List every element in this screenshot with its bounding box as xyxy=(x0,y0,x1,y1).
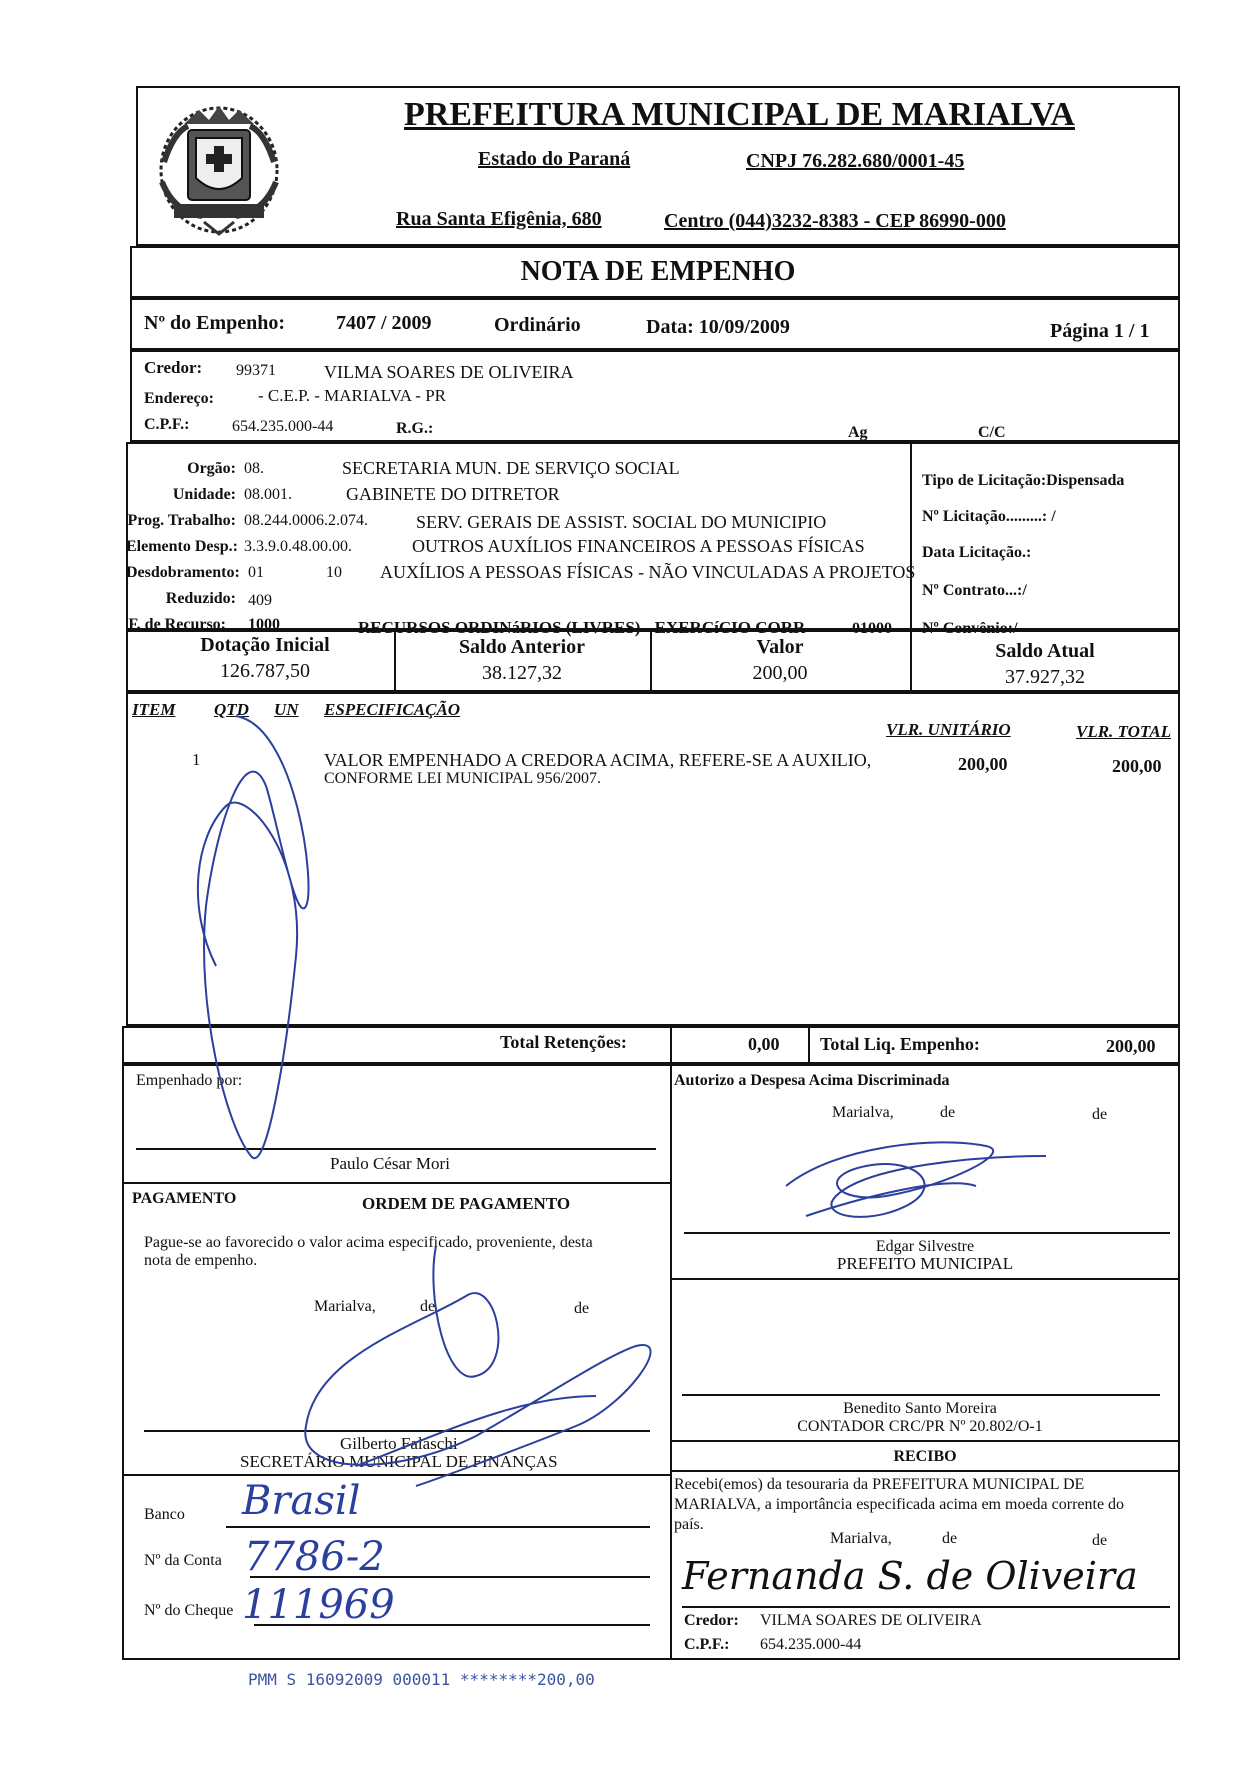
conta-handwritten: 7786-2 xyxy=(244,1534,385,1580)
autorizo-label: Autorizo a Despesa Acima Discriminada xyxy=(674,1072,950,1089)
cheque-handwritten: 111969 xyxy=(242,1582,395,1628)
empenho-type: Ordinário xyxy=(494,314,581,336)
recibo-text-3: país. xyxy=(674,1516,704,1533)
document-title: NOTA DE EMPENHO xyxy=(520,256,796,287)
elemento-name: OUTROS AUXÍLIOS FINANCEIROS A PESSOAS FÍSICAS xyxy=(412,536,865,556)
recibo-text-1: Recebi(emos) da tesouraria da PREFEITURA MUNICIPAL DE xyxy=(674,1476,1085,1493)
prog-name: SERV. GERAIS DE ASSIST. SOCIAL DO MUNICIPIO xyxy=(416,512,827,532)
saldo-anterior-value: 38.127,32 xyxy=(482,662,562,684)
desdobramento-label: Desdobramento: xyxy=(126,564,240,581)
prog-label: Prog. Trabalho: xyxy=(127,512,236,529)
retencoes-value: 0,00 xyxy=(748,1034,780,1054)
recibo-credor-name: VILMA SOARES DE OLIVEIRA xyxy=(760,1612,982,1629)
prefeito-name: Edgar Silvestre xyxy=(875,1238,975,1255)
address-label: Endereço: xyxy=(144,390,214,407)
valor-value: 200,00 xyxy=(752,662,808,684)
coat-of-arms-logo xyxy=(144,92,294,242)
item-number: 1 xyxy=(192,750,201,769)
pagamento-place: Marialva, xyxy=(314,1298,376,1315)
dotacao-inicial-value: 126.787,50 xyxy=(220,660,310,682)
unidade-name: GABINETE DO DITRETOR xyxy=(346,484,560,504)
recibo-text-2: MARIALVA, a importância especificada acima em moeda corrente do xyxy=(674,1496,1125,1513)
liquido-label: Total Liq. Empenho: xyxy=(820,1034,980,1054)
banco-handwritten: Brasil xyxy=(242,1478,361,1524)
credor-label: Credor: xyxy=(144,358,203,377)
empenho-date: Data: 10/09/2009 xyxy=(646,316,790,338)
unidade-code: 08.001. xyxy=(244,486,292,503)
orgao-code: 08. xyxy=(244,460,264,477)
ag-label: Ag xyxy=(848,424,868,441)
recibo-cpf-value: 654.235.000-44 xyxy=(760,1636,862,1653)
ordem-pagamento-label: ORDEM DE PAGAMENTO xyxy=(362,1194,571,1213)
desdobramento-name: AUXÍLIOS A PESSOAS FÍSICAS - NÃO VINCULADAS A PROJETOS xyxy=(380,562,916,582)
dotacao-inicial-label: Dotação Inicial xyxy=(200,634,330,656)
saldo-atual-label: Saldo Atual xyxy=(995,640,1095,662)
recurso-code: 1000 xyxy=(248,616,280,633)
autorizo-place: Marialva, xyxy=(832,1104,894,1121)
items-box xyxy=(126,692,1180,1026)
pagamento-de-2: de xyxy=(574,1300,590,1317)
credor-code: 99371 xyxy=(236,362,276,379)
rg-label: R.G.: xyxy=(396,420,434,437)
item-spec-line-1: VALOR EMPENHADO A CREDORA ACIMA, REFERE-SE A AUXILIO, xyxy=(324,750,872,770)
unidade-label: Unidade: xyxy=(172,486,236,503)
secretario-name: Gilberto Falaschi xyxy=(340,1434,458,1453)
col-vlr-total: VLR. TOTAL xyxy=(1076,722,1172,741)
saldo-anterior-label: Saldo Anterior xyxy=(458,636,586,658)
empenho-number-label: Nº do Empenho: xyxy=(144,312,286,334)
orgao-label: Orgão: xyxy=(187,460,236,477)
autorizo-de-2: de xyxy=(1092,1106,1108,1123)
item-spec-line-2: CONFORME LEI MUNICIPAL 956/2007. xyxy=(324,770,602,787)
totals-row xyxy=(122,1026,1180,1064)
orgao-name: SECRETARIA MUN. DE SERVIÇO SOCIAL xyxy=(342,458,680,478)
pagamento-de-1: de xyxy=(420,1298,436,1315)
state-name: Estado do Paraná xyxy=(478,148,631,170)
contact-info: Centro (044)3232-8383 - CEP 86990-000 xyxy=(664,210,1006,232)
banco-label: Banco xyxy=(144,1506,185,1523)
recurso-label: F. de Recurso: xyxy=(128,616,226,633)
conta-label: Nº da Conta xyxy=(144,1552,222,1569)
numero-contrato: Nº Contrato...:/ xyxy=(922,582,1027,599)
item-total-value: 200,00 xyxy=(1112,756,1162,776)
col-un: UN xyxy=(274,700,299,719)
elemento-code: 3.3.9.0.48.00.00. xyxy=(244,538,352,555)
data-licitacao: Data Licitação.: xyxy=(922,544,1032,561)
nota-de-empenho-document xyxy=(126,86,1180,1660)
cc-label: C/C xyxy=(978,424,1006,441)
prog-code: 08.244.0006.2.074. xyxy=(244,512,368,529)
empenhado-label: Empenhado por: xyxy=(136,1072,243,1089)
col-vlr-unitario: VLR. UNITÁRIO xyxy=(886,720,1011,739)
desdobramento-code-1: 01 xyxy=(248,564,264,581)
item-unit-value: 200,00 xyxy=(958,754,1008,774)
col-especificacao: ESPECIFICAÇÃO xyxy=(324,700,461,719)
secretario-role: SECRETÁRIO MUNICIPAL DE FINANÇAS xyxy=(240,1452,558,1471)
street-address: Rua Santa Efigênia, 680 xyxy=(396,208,602,230)
address-value: - C.E.P. - MARIALVA - PR xyxy=(258,386,446,405)
pagamento-label: PAGAMENTO xyxy=(132,1190,237,1207)
cnpj: CNPJ 76.282.680/0001-45 xyxy=(746,150,965,172)
recibo-cpf-label: C.P.F.: xyxy=(684,1636,730,1653)
col-qtd: QTD xyxy=(214,700,249,719)
footer-stamp: PMM S 16092009 000011 ********200,00 xyxy=(248,1670,595,1689)
municipality-title: PREFEITURA MUNICIPAL DE MARIALVA xyxy=(404,96,1075,133)
autorizo-de-1: de xyxy=(940,1104,956,1121)
tipo-licitacao: Tipo de Licitação:Dispensada xyxy=(922,472,1125,489)
saldo-atual-value: 37.927,32 xyxy=(1005,666,1085,688)
empenhado-signer: Paulo César Mori xyxy=(330,1154,450,1173)
cpf-value: 654.235.000-44 xyxy=(232,418,334,435)
reduzido-label: Reduzido: xyxy=(165,590,236,607)
desdobramento-code-2: 10 xyxy=(326,564,342,581)
contador-name: Benedito Santo Moreira xyxy=(843,1400,997,1417)
recibo-signature: Fernanda S. de Oliveira xyxy=(682,1554,1138,1598)
pagamento-text-2: nota de empenho. xyxy=(144,1252,258,1269)
col-item: ITEM xyxy=(132,700,176,719)
page-number: Página 1 / 1 xyxy=(1050,320,1150,342)
cheque-label: Nº do Cheque xyxy=(144,1602,234,1619)
valor-label: Valor xyxy=(756,636,804,658)
cpf-label: C.P.F.: xyxy=(144,416,190,433)
reduzido-value: 409 xyxy=(248,592,272,609)
recurso-code-2: 01000 xyxy=(852,620,892,637)
retencoes-label: Total Retenções: xyxy=(500,1032,627,1052)
recibo-de-1: de xyxy=(942,1530,958,1547)
recibo-place: Marialva, xyxy=(830,1530,892,1547)
contador-role: CONTADOR CRC/PR Nº 20.802/O-1 xyxy=(797,1418,1043,1435)
empenho-number: 7407 / 2009 xyxy=(336,312,432,334)
recibo-de-2: de xyxy=(1092,1532,1108,1549)
numero-licitacao: Nº Licitação.........: / xyxy=(922,508,1056,525)
liquido-value: 200,00 xyxy=(1106,1036,1156,1056)
credor-name: VILMA SOARES DE OLIVEIRA xyxy=(324,362,574,382)
recibo-label: RECIBO xyxy=(893,1448,957,1465)
numero-convenio: Nº Convênio:/ xyxy=(922,620,1018,637)
prefeito-role: PREFEITO MUNICIPAL xyxy=(836,1254,1014,1273)
recibo-credor-label: Credor: xyxy=(684,1612,739,1629)
elemento-label: Elemento Desp.: xyxy=(126,538,238,555)
recurso-name: RECURSOS ORDINáRIOS (LIVRES) - EXERCíCIO CORR xyxy=(358,618,806,637)
pagamento-text-1: Pague-se ao favorecido o valor acima especificado, proveniente, desta xyxy=(144,1234,593,1251)
